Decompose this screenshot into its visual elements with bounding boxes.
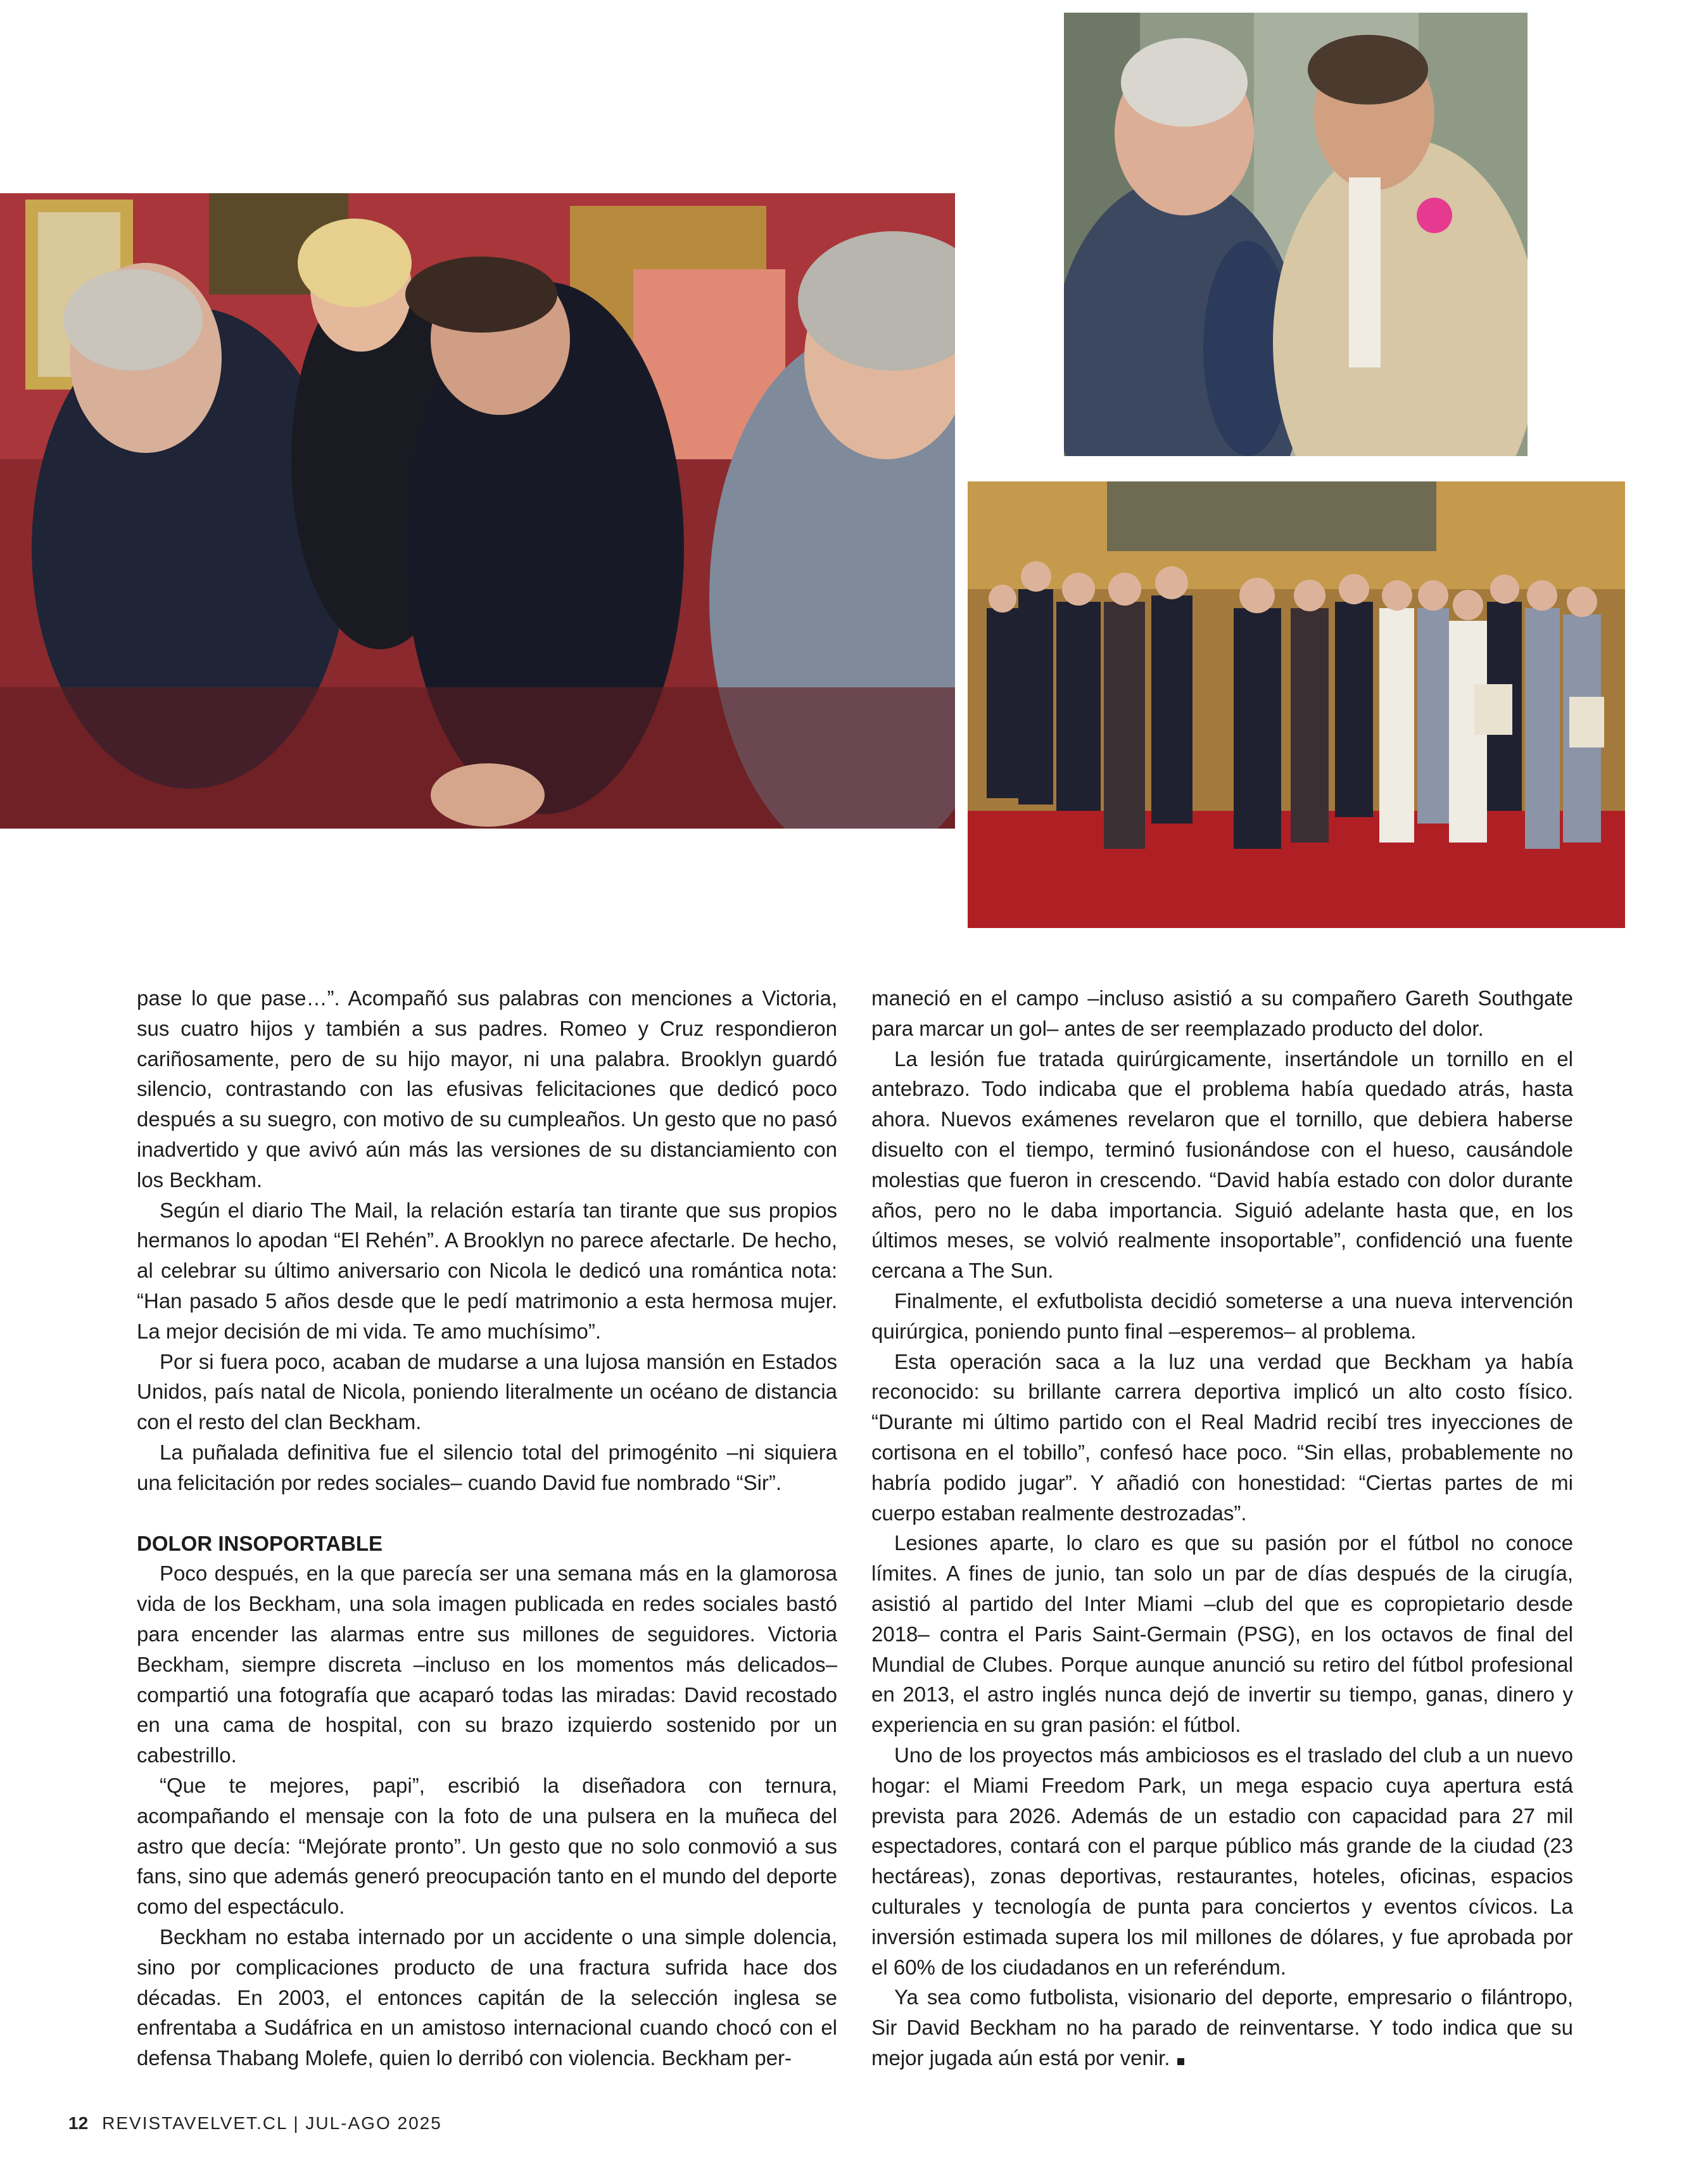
article-paragraph: Por si fuera poco, acaban de mudarse a una lujosa mansión en Estados Unidos, país natal de Nicola, poniendo literalmente un océano de distancia con el resto del clan Beckham.: [137, 1349, 837, 1434]
article-paragraph: Lesiones aparte, lo claro es que su pasión por el fútbol no conoce límites. A fines de junio, tan solo un par de días después de la cirugía, asistió al partido del Inter Miami –club del que es copropietario desde 2018– contra el Paris Saint-Germain (PSG), en los octavos de final del Mundial de Clubes. Porque aunque anunció su retiro del fútbol profesional en 2013, el astro inglés nunca dejó de invertir su tiempo, ganas, dinero y experiencia en su gran pasión: el fútbol.: [871, 1531, 1573, 1737]
photo-group: [968, 481, 1625, 928]
page-footer: [68, 2113, 442, 2134]
photo-handshake: [0, 193, 955, 829]
article-paragraph: Finalmente, el exfutbolista decidió someterse a una nueva intervención quirúrgica, poniendo punto final –esperemos– al problema.: [871, 1288, 1573, 1343]
article-paragraph: Poco después, en la que parecía ser una semana más en la glamorosa vida de los Beckham, una sola imagen publicada en redes sociales bastó para encender las alarmas entre sus millones de seguidores. Victoria Beckham, siempre discreta –incluso en los momentos más delicados– compartió una fotografía que acaparó todas las miradas: David recostado en una cama de hospital, con su brazo izquierdo sostenido por un cabestrillo.: [137, 1562, 837, 1767]
photo-two-men-talking-icon: [1064, 13, 1528, 456]
article-final-text: Ya sea como futbolista, visionario del deporte, empresario o filántropo, Sir David Beckham no ha parado de reinventarse. Y todo indica que su mejor jugada aún está por venir.: [871, 1985, 1573, 2070]
article-paragraph: Beckham no estaba internado por un accidente o una simple dolencia, sino por complicaciones producto de una fractura sufrida hace dos décadas. En 2003, el entonces capitán de la selección inglesa se enfrentaba a Sudáfrica en un amistoso internacional cuando chocó con el defensa Thabang Molefe, quien lo derribó con violencia. Beckham per-: [137, 1924, 837, 2070]
photo-group-portrait-icon: [968, 481, 1625, 928]
article-paragraph-final: [871, 1982, 1573, 2073]
publication-line: REVISTAVELVET.CL | JUL-AGO 2025: [102, 2113, 442, 2133]
article-paragraph: La lesión fue tratada quirúrgicamente, insertándole un tornillo en el antebrazo. Todo indicaba que el problema había quedado atrás, hasta ahora. Nuevos exámenes revelaron que el tornillo, que debiera haberse disuelto con el tiempo, terminó fusionándose con el hueso, causándole molestias que fueron in crescendo. “David había estado con dolor durante años, pero no le daba importancia. Siguió adelante hasta que, en los últimos meses, se volvió realmente insoportable”, confidenció una fuente cercana a The Sun.: [871, 1046, 1573, 1283]
article-paragraph: Según el diario The Mail, la relación estaría tan tirante que sus propios hermanos lo apodan “El Rehén”. A Brooklyn no parece afectarle. De hecho, al celebrar su último aniversario con Nicola le dedicó una romántica nota: “Han pasado 5 años desde que le pedí matrimonio a esta hermosa mujer. La mejor decisión de mi vida. Te amo muchísimo”.: [137, 1198, 837, 1343]
end-of-article-icon: [1177, 2058, 1184, 2065]
article-paragraph: Uno de los proyectos más ambiciosos es el traslado del club a un nuevo hogar: el Miami Freedom Park, un mega espacio cuya apertura está prevista para 2026. Además de un estadio con capacidad para 27 mil espectadores, contará con el parque público más grande de la ciudad (23 hectáreas), zonas deportivas, restaurantes, hoteles, oficinas, espacios culturales y tecnología de punta para conciertos y eventos cívicos. La inversión estimada supera los mil millones de dólares, y fue aprobada por el 60% de los ciudadanos en un referéndum.: [871, 1743, 1573, 1979]
page-number: 12: [68, 2113, 89, 2133]
article-paragraph: maneció en el campo –incluso asistió a su compañero Gareth Southgate para marcar un gol– antes de ser reemplazado producto del dolor.: [871, 986, 1573, 1040]
article-paragraph: La puñalada definitiva fue el silencio total del primogénito –ni siquiera una felicitación por redes sociales– cuando David fue nombrado “Sir”.: [137, 1440, 837, 1494]
section-subheading: DOLOR INSOPORTABLE: [137, 1531, 383, 1555]
article-paragraph: Esta operación saca a la luz una verdad que Beckham ya había reconocido: su brillante carrera deportiva implicó un alto costo físico. “Durante mi último partido con el Real Madrid recibí tres inyecciones de cortisona en el tobillo”, confesó hace poco. “Sin ellas, probablemente no habría podido jugar”. Y añadió con honestidad: “Ciertas partes de mi cuerpo estaban realmente destrozadas”.: [871, 1349, 1573, 1525]
article-column-right: [871, 983, 1573, 2073]
article-column-left: [137, 983, 837, 2073]
photo-handshake-palace-icon: [0, 193, 955, 829]
photo-conversation: [1064, 13, 1528, 456]
article-paragraph: “Que te mejores, papi”, escribió la diseñadora con ternura, acompañando el mensaje con la foto de una pulsera en la muñeca del astro que decía: “Mejórate pronto”. Un gesto que no solo conmovió a sus fans, sino que además generó preocupación tanto en el mundo del deporte como del espectáculo.: [137, 1773, 837, 1919]
article-paragraph: pase lo que pase…”. Acompañó sus palabras con menciones a Victoria, sus cuatro hijos y también a sus padres. Romeo y Cruz respondieron cariñosamente, pero de su hijo mayor, ni una palabra. Brooklyn guardó silencio, contrastando con las efusivas felicitaciones que dedicó poco después a su suegro, con motivo de su cumpleaños. Un gesto que no pasó inadvertido y que avivó aún más las versiones de su distanciamiento con los Beckham.: [137, 986, 837, 1192]
